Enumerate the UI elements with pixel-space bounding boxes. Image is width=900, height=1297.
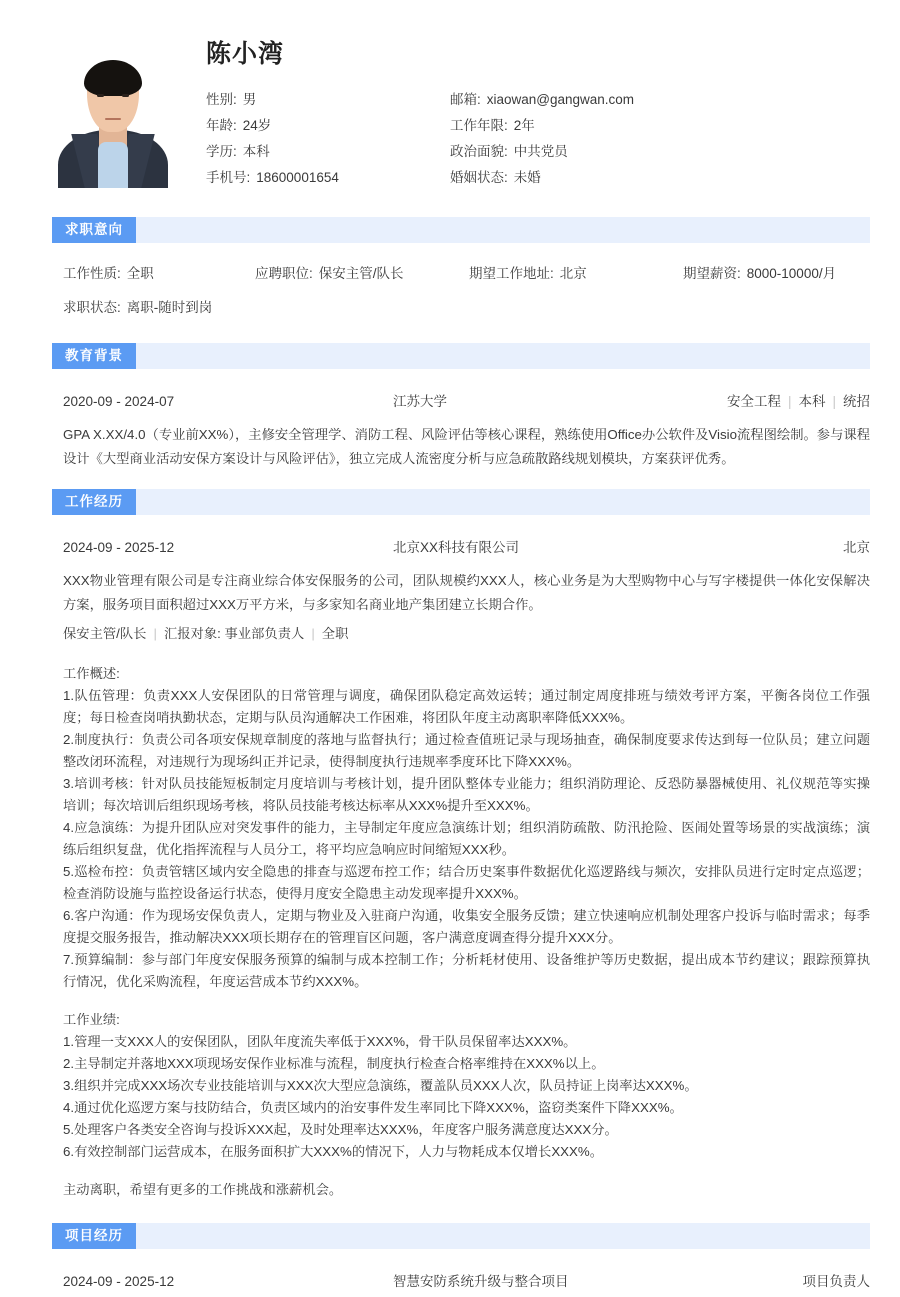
work-role-tags — [63, 621, 870, 647]
work-entry-head — [63, 533, 870, 563]
work-achievement-item: 5.处理客户各类安全咨询与投诉XXX起，及时处理率达XXX%，年度客户服务满意度达XXX分。 — [63, 1122, 618, 1137]
section-body-job-intention — [0, 243, 900, 343]
work-overview-item: 5.巡检布控：负责管辖区域内安全隐患的排查与巡逻布控工作；结合历史案事件数据优化巡逻路线与频次，安排队员进行定时定点巡逻；检查消防设施与监控设备运行状态，使得月度安全隐患主动发现率提升XXX%。 — [63, 864, 870, 901]
field-target-salary — [683, 257, 870, 291]
section-body-project-experience — [0, 1249, 900, 1297]
info-row-email — [450, 87, 634, 113]
work-overview-item: 6.客户沟通：作为现场安保负责人，定期与物业及入驻商户沟通，收集安全服务反馈；建立快速响应机制处理客户投诉与临时需求；每季度提交服务报告，推动解决XXX项长期存在的管理盲区问题，客户满意度调查得分提升XXX分。 — [63, 908, 870, 945]
project-date: 2024-09 - 2025-12 — [63, 1274, 175, 1289]
info-row-marital-status — [450, 165, 634, 191]
info-value: 2年 — [513, 118, 535, 133]
section-header-project-experience — [52, 1223, 870, 1249]
job-intention-row-1 — [63, 257, 870, 291]
work-achievement-item: 4.通过优化巡逻方案与技防结合，负责区域内的治安事件发生率同比下降XXX%，盗窃类案件下降XXX%。 — [63, 1100, 683, 1115]
info-row-gender — [206, 87, 450, 113]
basic-info-left-column — [206, 87, 450, 191]
photo-shirt — [98, 142, 128, 188]
work-achievement-item: 1.管理一支XXX人的安保团队，团队年度流失率低于XXX%，骨干队员保留率达XXX%。 — [63, 1034, 577, 1049]
work-achievement-title: 工作业绩: — [63, 1012, 120, 1027]
field-label: 应聘职位: — [255, 266, 313, 281]
avatar — [52, 38, 174, 188]
info-label: 性别: — [206, 92, 237, 107]
field-value: 离职-随时到岗 — [126, 300, 213, 315]
profile-photo — [52, 38, 174, 188]
field-value: 北京 — [559, 266, 587, 281]
education-degree: 本科 — [798, 394, 826, 409]
work-overview-item: 3.培训考核：针对队员技能短板制定月度培训与考核计划，提升团队整体专业能力；组织消防理论、反恐防暴器械使用、礼仪规范等实操培训；每次培训后组织现场考核，将队员技能考核达标率从XXX%提升至XXX%。 — [63, 776, 870, 813]
info-label: 工作年限: — [450, 118, 508, 133]
info-value: 中共党员 — [513, 144, 568, 159]
section-badge-label: 教育背景 — [52, 343, 136, 369]
info-row-political-status — [450, 139, 634, 165]
field-value: 8000-10000/月 — [746, 266, 837, 281]
work-closing-note: 主动离职，希望有更多的工作挑战和涨薪机会。 — [63, 1182, 343, 1197]
field-value: 全职 — [126, 266, 154, 281]
info-label: 政治面貌: — [450, 144, 508, 159]
field-value: 保安主管/队长 — [318, 266, 404, 281]
section-badge-label: 求职意向 — [52, 217, 136, 243]
info-row-experience-years — [450, 113, 634, 139]
field-label: 期望工作地址: — [469, 266, 554, 281]
resume-header — [0, 0, 900, 191]
section-header-job-intention — [52, 217, 870, 243]
work-date: 2024-09 - 2025-12 — [63, 540, 175, 555]
tag-separator: | — [787, 394, 792, 409]
work-achievement-item: 6.有效控制部门运营成本，在服务面积扩大XXX%的情况下，人力与物耗成本仅增长XXX%。 — [63, 1144, 604, 1159]
section-header-education — [52, 343, 870, 369]
education-admission-type: 统招 — [843, 394, 870, 409]
info-label: 手机号: — [206, 170, 251, 185]
work-overview-item: 7.预算编制：参与部门年度安保服务预算的编制与成本控制工作；分析耗材使用、设备维护等历史数据，提出成本节约建议；跟踪预算执行情况，优化采购流程，年度运营成本节约XXX%。 — [63, 952, 870, 989]
section-body-education — [0, 369, 900, 489]
education-tags — [727, 387, 870, 417]
info-value: 男 — [242, 92, 257, 107]
work-overview-item: 4.应急演练：为提升团队应对突发事件的能力，主导制定年度应急演练计划；组织消防疏散、防汛抢险、医闹处置等场景的实战演练；演练后组织复盘，优化指挥流程与人员分工，将平均应急响应时间缩短XXX秒。 — [63, 820, 870, 857]
work-overview-item: 2.制度执行：负责公司各项安保规章制度的落地与监督执行；通过检查值班记录与现场抽查，确保制度要求传达到每一位队员；建立问题整改闭环流程，对违规行为现场纠正并记录，使得制度执行违规率季度环比下降XXX%。 — [63, 732, 870, 769]
page-title: 陈小湾 — [206, 40, 285, 68]
info-row-phone — [206, 165, 450, 191]
project-entry-head — [63, 1267, 870, 1297]
section-badge-label: 工作经历 — [52, 489, 136, 515]
info-label: 邮箱: — [450, 92, 481, 107]
info-value: 24岁 — [242, 118, 272, 133]
field-label: 期望薪资: — [683, 266, 741, 281]
job-intention-row-2 — [63, 291, 870, 325]
education-description: GPA X.XX/4.0（专业前XX%），主修安全管理学、消防工程、风险评估等核心课程，熟练使用Office办公软件及Visio流程图绘制。参与课程设计《大型商业活动安保方案设计与风险评估》，独立完成人流密度分析与应急疏散路线规划模块，方案获评优秀。 — [63, 427, 870, 466]
basic-info-grid — [206, 87, 870, 191]
education-date: 2020-09 - 2024-07 — [63, 394, 175, 409]
info-value: xiaowan@gangwan.com — [486, 92, 635, 107]
work-report-to: 汇报对象: 事业部负责人 — [163, 626, 305, 641]
work-role-title: 保安主管/队长 — [63, 626, 147, 641]
field-job-seeking-status — [63, 291, 255, 325]
tag-separator: | — [153, 626, 157, 641]
field-label: 求职状态: — [63, 300, 121, 315]
work-achievement-item: 2.主导制定并落地XXX项现场安保作业标准与流程，制度执行检查合格率维持在XXX%以上。 — [63, 1056, 605, 1071]
section-header-work-experience — [52, 489, 870, 515]
info-row-degree — [206, 139, 450, 165]
work-overview-item: 1.队伍管理：负责XXX人安保团队的日常管理与调度，确保团队稳定高效运转；通过制定周度排班与绩效考评方案，平衡各岗位工作强度；每日检查岗哨执勤状态，定期与队员沟通解决工作困难，将团队年度主动离职率降低XXX%。 — [63, 688, 870, 725]
field-label: 工作性质: — [63, 266, 121, 281]
photo-mouth — [105, 118, 121, 120]
work-overview-title: 工作概述: — [63, 666, 120, 681]
basic-info-right-column — [450, 87, 634, 191]
work-employment-type: 全职 — [321, 626, 349, 641]
work-location: 北京 — [843, 540, 870, 555]
info-value: 未婚 — [513, 170, 541, 185]
field-target-location — [469, 257, 683, 291]
info-value: 本科 — [242, 144, 270, 159]
education-entry-head — [63, 387, 870, 417]
info-label: 年龄: — [206, 118, 237, 133]
header-info — [174, 38, 870, 191]
field-target-position — [255, 257, 469, 291]
work-company-intro: XXX物业管理有限公司是专注商业综合体安保服务的公司，团队规模约XXX人，核心业务是为大型购物中心与写字楼提供一体化安保解决方案，服务项目面积超过XXX万平方米，与多家知名商业地产集团建立长期合作。 — [63, 573, 870, 612]
photo-eye-left — [97, 94, 104, 97]
photo-hair — [84, 60, 142, 96]
tag-separator: | — [311, 626, 315, 641]
work-achievement-item: 3.组织并完成XXX场次专业技能培训与XXX次大型应急演练，覆盖队员XXX人次，队员持证上岗率达XXX%。 — [63, 1078, 698, 1093]
tag-separator: | — [832, 394, 836, 409]
info-label: 婚姻状态: — [450, 170, 508, 185]
info-label: 学历: — [206, 144, 237, 159]
project-role: 项目负责人 — [802, 1274, 870, 1289]
photo-eye-right — [122, 94, 129, 97]
education-school: 江苏大学 — [393, 394, 447, 409]
section-body-work-experience — [0, 515, 900, 1223]
project-name: 智慧安防系统升级与整合项目 — [393, 1274, 569, 1289]
info-row-age — [206, 113, 450, 139]
section-badge-label: 项目经历 — [52, 1223, 136, 1249]
education-major: 安全工程 — [726, 394, 781, 409]
info-value: 18600001654 — [256, 170, 339, 185]
field-job-type — [63, 257, 255, 291]
work-company: 北京XX科技有限公司 — [393, 540, 520, 555]
